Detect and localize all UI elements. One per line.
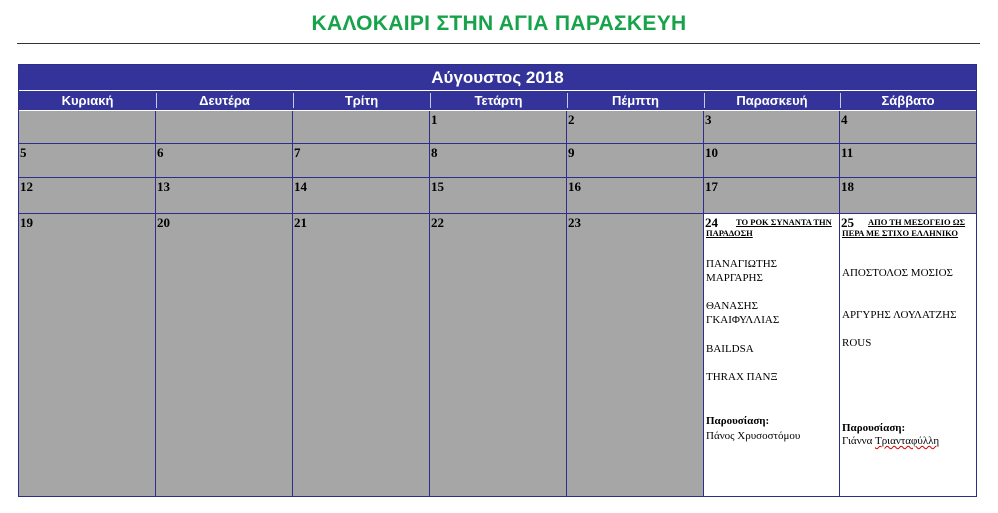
calendar-day-cell (293, 111, 430, 144)
calendar-day-cell (840, 214, 976, 496)
presenter-label: Παρουσίαση: (842, 422, 906, 434)
title-divider (17, 43, 980, 44)
calendar-table (18, 64, 977, 497)
day-number: 4 (841, 112, 848, 127)
day-number: 14 (294, 179, 307, 194)
performer-name: ROUS (842, 337, 872, 349)
calendar-day-cell (840, 111, 976, 144)
day-number: 12 (20, 179, 33, 194)
calendar-day-cell (19, 111, 156, 144)
day-number: 3 (705, 112, 712, 127)
calendar-day-cell (293, 144, 430, 178)
weekday-header: Δευτέρα (199, 93, 250, 108)
presenter-name: Πάνος Χρυσοστόμου (706, 430, 801, 442)
weekday-header: Πέμπτη (612, 93, 659, 108)
calendar-day-cell (840, 144, 976, 178)
calendar-day-cell (293, 178, 430, 214)
weekday-header-row (19, 91, 976, 110)
day-number: 13 (157, 179, 170, 194)
day-number: 2 (568, 112, 575, 127)
day-number: 25 (841, 215, 854, 230)
weekday-header: Τετάρτη (474, 93, 523, 108)
day-number: 15 (431, 179, 444, 194)
calendar-day-cell (156, 214, 293, 496)
weekday-separator (567, 93, 568, 108)
calendar-day-cell (156, 178, 293, 214)
calendar-day-cell (430, 178, 567, 214)
day-number: 8 (431, 145, 438, 160)
day-number: 19 (20, 215, 33, 230)
weekday-separator (156, 93, 157, 108)
weekday-separator (840, 93, 841, 108)
calendar-day-cell (704, 144, 840, 178)
weekday-separator (704, 93, 705, 108)
weekday-header: Τρίτη (344, 93, 379, 108)
page-title: ΚΑΛΟΚΑΙΡΙ ΣΤΗΝ ΑΓΙΑ ΠΑΡΑΣΚΕΥΗ (311, 12, 687, 35)
weekday-separator (430, 93, 431, 108)
day-number: 20 (157, 215, 170, 230)
weekday-header: Παρασκευή (736, 93, 808, 108)
performer-name: BAILDSA (706, 343, 754, 355)
calendar-day-cell (19, 144, 156, 178)
day-number: 24 (705, 215, 718, 230)
presenter-label: Παρουσίαση: (706, 415, 770, 427)
performer-name: ΑΠΟΣΤΟΛΟΣ ΜΟΣΙΟΣ (842, 267, 953, 279)
performer-name: ΘΑΝΑΣΗΣ ΓΚΑΙΦΥΛΛΙΑΣ (706, 300, 780, 326)
presenter-name (842, 434, 976, 448)
day-number: 9 (568, 145, 575, 160)
day-number: 7 (294, 145, 301, 160)
presenter-last-name: Τριανταφύλλη (874, 435, 940, 447)
day-number: 5 (20, 145, 27, 160)
calendar-day-cell (156, 144, 293, 178)
calendar-day-cell (840, 178, 976, 214)
month-header: Αύγουστος 2018 (19, 65, 976, 90)
calendar-day-cell (19, 178, 156, 214)
calendar-day-cell (704, 111, 840, 144)
calendar-day-cell (567, 178, 704, 214)
calendar-day-cell (704, 214, 840, 496)
day-number: 21 (294, 215, 307, 230)
calendar-day-cell (430, 214, 567, 496)
day-number: 18 (841, 179, 854, 194)
day-number: 1 (431, 112, 438, 127)
presenter-first-name: Γιάννα (842, 435, 873, 447)
calendar-day-cell (567, 144, 704, 178)
day-number: 11 (841, 145, 854, 160)
calendar-day-cell (567, 214, 704, 496)
day-number: 23 (568, 215, 581, 230)
calendar-day-cell (293, 214, 430, 496)
day-number: 16 (568, 179, 581, 194)
day-number: 10 (705, 145, 718, 160)
event-title-day24: ΤΟ ΡΟΚ ΣΥΝΑΝΤΑ ΤΗΝ ΠΑΡΑΔΟΣΗ (706, 217, 832, 238)
weekday-separator (293, 93, 294, 108)
performer-name: ΑΡΓΥΡΗΣ ΛΟΥΛΑΤΖΗΣ (842, 309, 957, 321)
weekday-header: Κυριακή (61, 93, 114, 108)
day-number: 17 (705, 179, 718, 194)
calendar-day-cell (430, 144, 567, 178)
calendar-day-cell (156, 111, 293, 144)
day-number: 22 (431, 215, 444, 230)
calendar-day-cell (567, 111, 704, 144)
calendar-day-cell (704, 178, 840, 214)
calendar-day-cell (19, 214, 156, 496)
weekday-header: Σάββατο (881, 93, 935, 108)
performer-name: ΠΑΝΑΓΙΩΤΗΣ ΜΑΡΓΑΡΗΣ (706, 258, 778, 284)
day-number: 6 (157, 145, 164, 160)
performer-name: THRAX ΠΑΝΞ (706, 371, 778, 383)
calendar-day-cell (430, 111, 567, 144)
event-title-day25: ΑΠΟ ΤΗ ΜΕΣΟΓΕΙΟ ΩΣ ΠΕΡΑ ΜΕ ΣΤΙΧΟ ΕΛΛΗΝΙΚΟ (842, 217, 966, 238)
